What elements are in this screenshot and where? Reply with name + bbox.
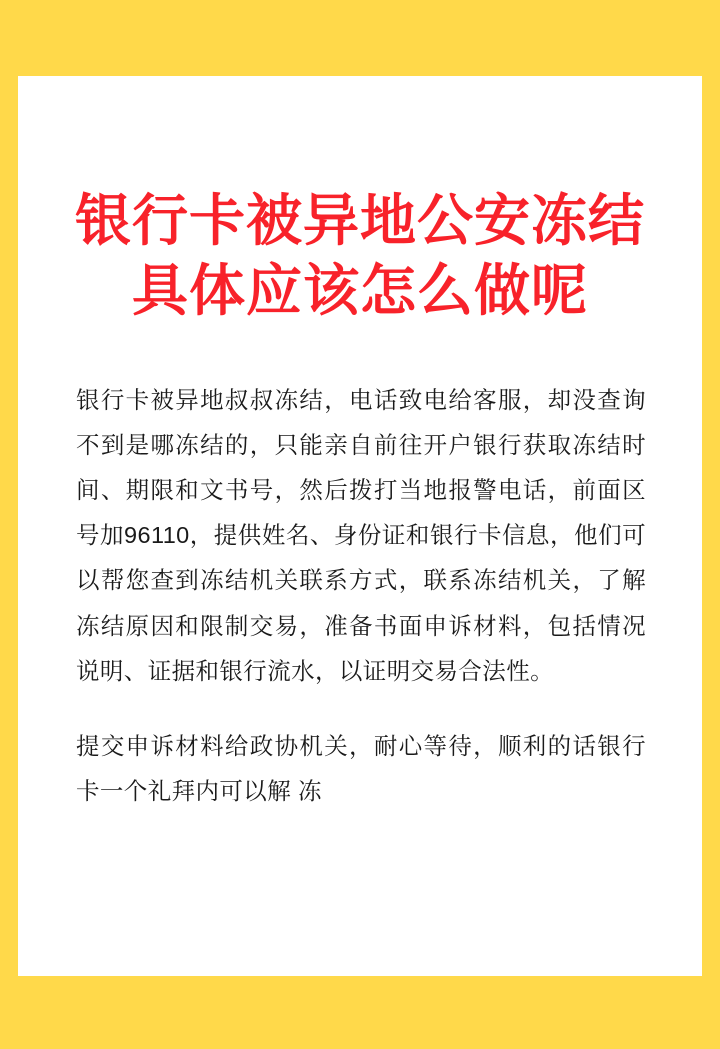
title-line-2: 具体应该怎么做呢 [132,259,588,322]
poster-container [18,18,702,1031]
title-line-1: 银行卡被异地公安冻结 [75,189,645,252]
page-title [18,76,702,326]
content-card [18,76,702,976]
paragraph-2: 提交申诉材料给政协机关，耐心等待，顺利的话银行卡一个礼拜内可以解 冻 [76,732,646,804]
body-text [18,378,702,814]
paragraph-1: 银行卡被异地叔叔冻结，电话致电给客服，却没查询不到是哪冻结的，只能亲自前往开户银行获取冻结时间、期限和文书号，然后拨打当地报警电话，前面区号加96110，提供姓名、身份证和银行卡信息，他们可以帮您查到冻结机关联系方式，联系冻结机关，了解冻结原因和限制交易，准备书面申诉材料，包括情况说明、证据和银行流水，以证明交易合法性。 [76,387,646,684]
